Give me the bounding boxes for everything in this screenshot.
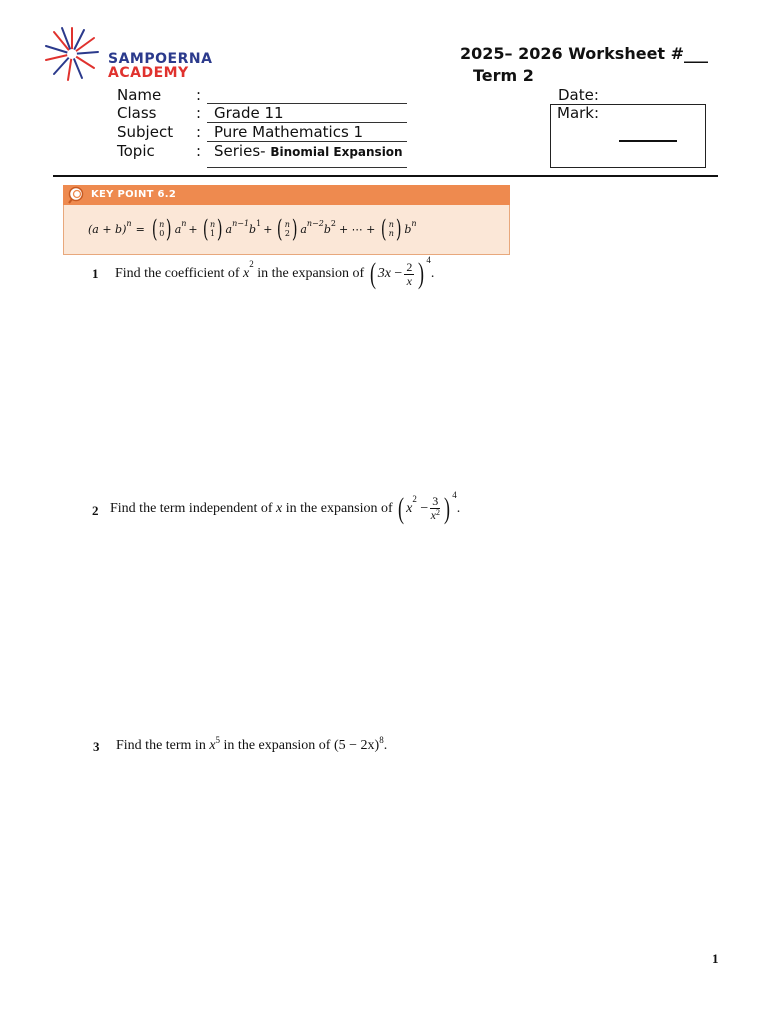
class-label: Class xyxy=(117,104,157,122)
class-colon: : xyxy=(196,104,202,122)
topic-field-line xyxy=(207,167,407,168)
binom-n-1: ( n 1 ) xyxy=(202,215,223,243)
binomial-formula: (a + b) n = ( n 0 ) a n + ( n 1 ) a n−1 b 1 + ( n 2 ) a n−2 b 2 + ⋯ + ( n n ) b n xyxy=(88,215,417,243)
binom-n-0: ( n 0 ) xyxy=(151,215,172,243)
date-label: Date: xyxy=(558,86,599,104)
magnifier-icon xyxy=(67,186,87,204)
subject-colon: : xyxy=(196,123,202,141)
subject-label: Subject xyxy=(117,123,174,141)
class-value: Grade 11 xyxy=(214,104,284,122)
question-1-text: Find the coefficient of x 2 in the expansion of ( 3x − $\frac{2}{x}$ ) 4 . xyxy=(115,255,435,290)
question-1-number: 1 xyxy=(92,266,99,281)
page-number: 1 xyxy=(712,951,719,966)
key-point-title: KEY POINT 6.2 xyxy=(91,189,177,200)
question-2-text: Find the term independent of x in the expansion of ( x 2 − $\frac{3}{x^2}$ ) 4 . xyxy=(110,490,461,525)
formula-eq: = xyxy=(135,222,145,236)
name-label: Name xyxy=(117,86,162,104)
topic-name: Binomial Expansion xyxy=(270,145,403,159)
question-3-number: 3 xyxy=(93,739,100,754)
binom-n-2: ( n 2 ) xyxy=(277,215,298,243)
binom-n-n: ( n n ) xyxy=(381,215,402,243)
subject-value: Pure Mathematics 1 xyxy=(214,123,364,141)
name-colon: : xyxy=(196,86,202,104)
topic-label: Topic xyxy=(117,142,155,160)
logo-line1: SAMPOERNA xyxy=(108,51,213,67)
header-divider xyxy=(53,175,718,177)
formula-lhs-exp: n xyxy=(126,218,132,228)
formula-lhs: (a + b) xyxy=(88,222,127,236)
question-2-number: 2 xyxy=(92,503,99,518)
worksheet-title: 2025– 2026 Worksheet #___ xyxy=(460,44,709,63)
topic-value xyxy=(214,142,403,160)
mark-line xyxy=(619,140,677,142)
sampoerna-logo-icon xyxy=(42,24,102,84)
worksheet-term: Term 2 xyxy=(473,66,534,85)
topic-colon: : xyxy=(196,142,202,160)
question-3-text: Find the term in x 5 in the expansion of (5 − 2x) 8 . xyxy=(116,735,388,753)
topic-prefix: Series- xyxy=(214,142,266,160)
logo-line2: ACADEMY xyxy=(108,65,189,81)
mark-label: Mark: xyxy=(557,104,600,122)
